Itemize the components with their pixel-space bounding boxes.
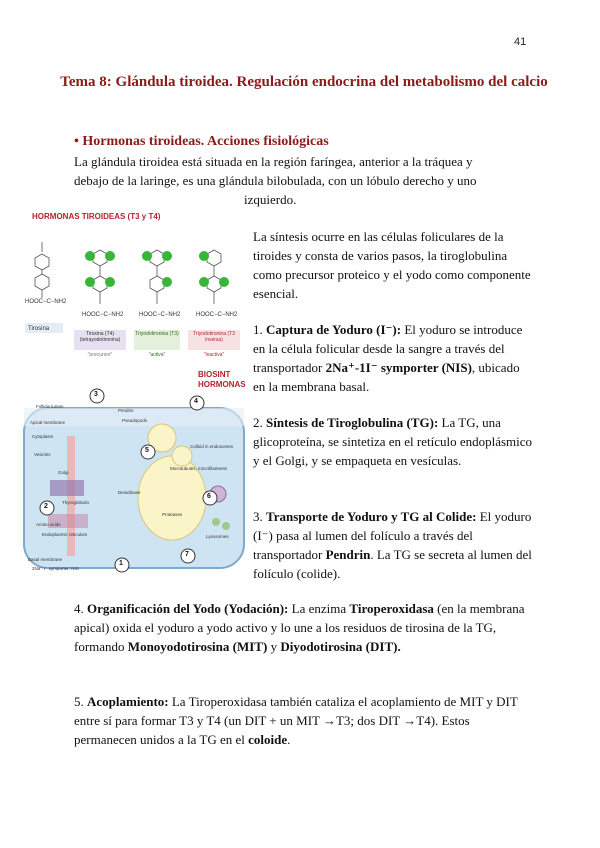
step-1-nis: 2Na⁺-1I⁻ symporter (NIS): [325, 360, 472, 375]
step-3-text-end: . La TG se secreta al lumen del folículo (colide).: [253, 547, 532, 581]
tyrosine-structure: [35, 242, 49, 298]
step-num-7: 7: [185, 551, 189, 558]
label-cytoplasm: Cytoplasm: [32, 434, 54, 439]
step-2-paragraph: [253, 413, 533, 470]
step-5-paragraph: [74, 692, 534, 749]
step-4-paragraph: [74, 599, 534, 656]
step-num-1: 1: [119, 560, 123, 567]
step-3-paragraph: [253, 507, 533, 583]
svg-text:HOOC−C−NH2: HOOC−C−NH2: [139, 312, 181, 318]
thyroid-hormones-figure: [22, 208, 248, 582]
step-4-dit: Diyodotirosina (DIT).: [280, 639, 401, 654]
label-deiodinase: Deiodinase: [118, 490, 141, 495]
tyrosine-label: Tirosina: [28, 326, 50, 332]
label-golgi: Golgi: [58, 470, 69, 475]
step-3-pendrin: Pendrin: [325, 547, 371, 562]
step-3-title: Transporte de Yoduro y TG al Colide:: [266, 509, 477, 524]
t3-structure: [150, 250, 164, 304]
intro-paragraph: [74, 152, 524, 209]
step-4-tpo: Tiroperoxidasa: [349, 601, 434, 616]
synthesis-paragraph: [253, 227, 533, 303]
step-5-text-end: .: [287, 732, 291, 747]
step-num-4: 4: [194, 398, 198, 405]
svg-text:HOOC−C−NH2: HOOC−C−NH2: [196, 312, 238, 318]
step-num-3: 3: [94, 391, 98, 398]
step-4-text-2: (en la membrana apical) oxida el yoduro a yodo activo y lo une a los residuos de tirosina de la TG, formando: [74, 601, 525, 654]
caption-rt3: Triyodotironina (T3 inversa): [193, 331, 235, 343]
caption-t3: Triyodotironina (T3): [135, 331, 179, 337]
t4-structure: [93, 250, 107, 304]
step-4-number: 4.: [74, 601, 84, 616]
svg-text:HOOC−C−NH2: HOOC−C−NH2: [82, 312, 124, 318]
label-amino-acids: Amino acids: [36, 522, 61, 527]
step-2-title: Síntesis de Tiroglobulina (TG):: [266, 415, 439, 430]
intro-line-2: debajo de la laringe, es una glándula bilobulada, con un lóbulo derecho y uno: [74, 173, 477, 188]
step-3-number: 3.: [253, 509, 263, 524]
step-4-title: Organificación del Yodo (Yodación):: [87, 601, 289, 616]
step-5-number: 5.: [74, 694, 84, 709]
step-5-text: La Tiroperoxidasa también cataliza el acoplamiento de MIT y DIT entre sí para formar T3 y T4 (un DIT + un MIT →T3; dos DIT →T4). Estos permanecen unidos a la TG en el: [74, 694, 518, 747]
step-num-2: 2: [44, 503, 48, 510]
page-title: Tema 8: Glándula tiroidea. Regulación endocrina del metabolismo del calcio: [60, 74, 548, 90]
step-num-5: 5: [145, 447, 149, 454]
step-5-colloid: coloide: [248, 732, 288, 747]
step-1-number: 1.: [253, 322, 263, 337]
step-4-mit: Monoyodotirosina (MIT): [127, 639, 268, 654]
tyrosine-formula: HOOC−C−NH2: [25, 299, 67, 305]
caption-t4: Tiroxina (T4) (tetrayodotironina): [79, 331, 121, 343]
figure-title: HORMONAS TIROIDEAS (T3 y T4): [32, 212, 161, 221]
label-nis: 2Na⁺ I⁻ symporter: NIS: [32, 566, 79, 571]
subcaption-t3: "activa": [148, 352, 166, 358]
label-er: Endoplasmic reticulum: [42, 532, 88, 537]
label-thyroglobulin: Thyroglobulin: [62, 500, 90, 505]
label-proteases: Proteases: [162, 512, 183, 517]
step-num-6: 6: [207, 493, 211, 500]
subcaption-rt3: "inactiva": [203, 352, 225, 358]
step-1-text-end: , ubicado en la membrana basal.: [253, 360, 520, 394]
rt3-structure: [207, 250, 221, 304]
step-4-text-3: y: [267, 639, 281, 654]
intro-line-3: izquierdo.: [244, 192, 297, 207]
subcaption-t4: "precursor": [87, 352, 113, 358]
step-2-number: 2.: [253, 415, 263, 430]
label-vesicles: Vesicles: [34, 452, 51, 457]
synthesis-text: La síntesis ocurre en las células foliculares de la tiroides y consta de varios pasos, la tiroglobulina como precursor proteico y el yodo como componente esencial.: [253, 229, 531, 301]
label-pseudopods: Pseudopods: [122, 418, 148, 423]
section-heading: • Hormonas tiroideas. Acciones fisiológicas: [74, 134, 329, 149]
step-3-text: El yoduro (I⁻) pasa al lumen del folículo a través del transportador: [253, 509, 532, 562]
step-1-paragraph: [253, 320, 533, 396]
label-pendrin: Pendrin: [118, 408, 134, 413]
step-2-text: La TG, una glicoproteína, se sintetiza en el retículo endoplásmico y el Golgi, y se empaqueta en vesículas.: [253, 415, 533, 468]
step-1-title: Captura de Yoduro (I⁻):: [266, 322, 402, 337]
golgi: [50, 480, 84, 496]
label-microtubules: Microtubules, microfilaments: [170, 466, 228, 471]
step-1-text: El yoduro se introduce en la célula folicular desde la sangre a través del transportador: [253, 322, 523, 375]
intro-line-1: La glándula tiroidea está situada en la región faríngea, anterior a la tráquea y: [74, 154, 473, 169]
page-number: 41: [514, 36, 527, 48]
step-5-title: Acoplamiento:: [87, 694, 169, 709]
label-lysosomes: Lysosomes: [206, 534, 229, 539]
figure-overlay-text: BIOSINT HORMONAS: [198, 370, 246, 389]
label-colloid-endosomes: Colloid in endosomes: [190, 444, 234, 449]
step-4-text: La enzima: [288, 601, 350, 616]
label-follicle-lumen: Follicle lumen: [36, 404, 64, 409]
label-apical-membrane: Apical membrane: [30, 420, 66, 425]
label-basal-membrane: Basal membrane: [28, 557, 63, 562]
